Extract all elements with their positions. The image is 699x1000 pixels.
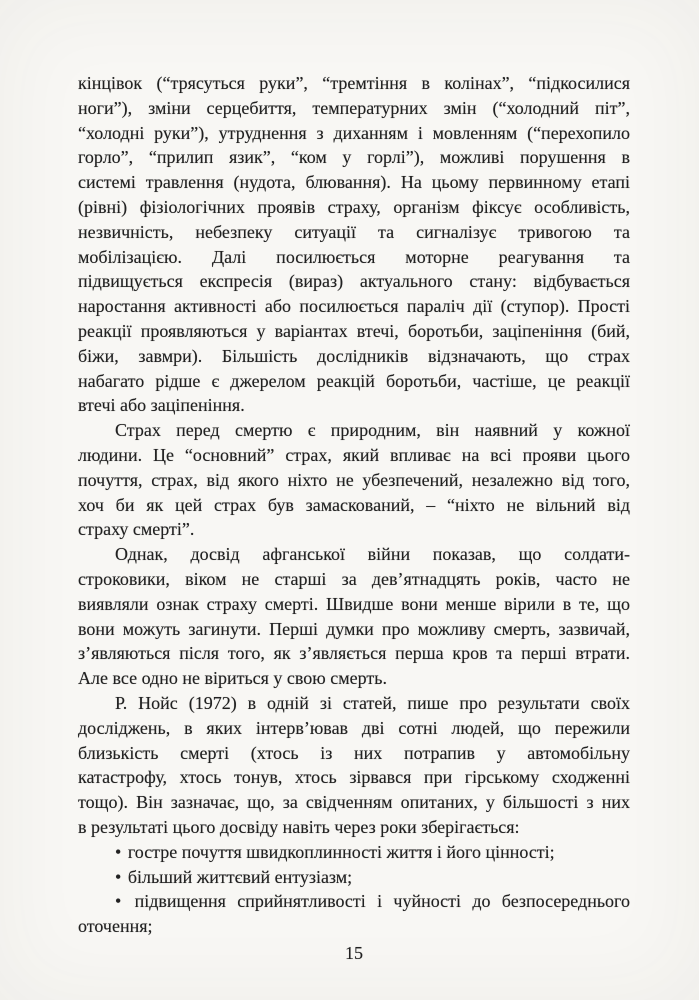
- bullet-item: [78, 889, 630, 939]
- text-line: досліджень, в яких інтерв’ював дві сотні людей, що пережили: [78, 717, 630, 738]
- text-line: біжи, завмри). Більшість дослідників відзначають, що страх: [78, 345, 630, 366]
- page-number: 15: [345, 943, 363, 963]
- text-line: • гостре почуття швидкоплинності життя і його цінності;: [115, 841, 555, 862]
- text-line: почуття, страх, від якого ніхто не убезпечений, незалежно від того,: [78, 469, 630, 490]
- text-line: підвищується експресія (вираз) актуального стану: відбувається: [78, 271, 630, 292]
- text-line: системі травлення (нудота, блювання). На цьому первинному етапі: [78, 172, 630, 193]
- text-line: Р. Нойс (1972) в одній зі статей, пише про результати своїх: [115, 692, 630, 713]
- text-line: наростання активності або посилюється параліч дії (ступор). Прості: [78, 296, 630, 317]
- text-line: • підвищення сприйнятливості і чуйності до безпосереднього: [115, 891, 630, 912]
- text-line: незвичність, небезпеку ситуації та сигналізує тривогою та: [78, 221, 630, 242]
- bullet-item: [78, 865, 630, 890]
- bullet-icon: •: [115, 891, 122, 912]
- text-line: набагато рідше є джерелом реакцій боротьби, частіше, це реакції: [78, 370, 630, 391]
- bullet-icon: •: [115, 841, 122, 862]
- text-line: оточення;: [78, 916, 153, 937]
- text-line: втечі або заціпеніння.: [78, 395, 245, 416]
- text-line: катастрофу, хтось тонув, хтось зірвався при гірському сходженні: [78, 767, 630, 788]
- paragraph: [78, 418, 630, 542]
- text-line: Страх перед смертю є природним, він наявний у кожної: [115, 420, 630, 441]
- text-line: ноги”), зміни серцебиття, температурних змін (“холодний піт”,: [78, 97, 630, 118]
- text-line: тощо). Він зазначає, що, за свідченням опитаних, у більшості з них: [78, 792, 630, 813]
- text-column: [78, 71, 630, 939]
- paragraph: [78, 71, 630, 418]
- text-line: (рівні) фізіологічних проявів страху, організм фіксує особливість,: [78, 196, 630, 217]
- text-line: мобілізацією. Далі посилюється моторне реагування та: [78, 246, 630, 267]
- text-line: реакції проявляються у варіантах втечі, боротьби, заціпеніння (бий,: [78, 320, 630, 341]
- text-line: Однак, досвід афганської війни показав, що солдати-: [115, 544, 630, 565]
- paragraph: [78, 542, 630, 691]
- text-line: вони можуть загинути. Перші думки про можливу смерть, зазвичай,: [78, 618, 630, 639]
- text-line: • більший життєвий ентузіазм;: [115, 866, 353, 887]
- text-line: “холодні руки”), утруднення з диханням і мовленням (“перехопило: [78, 122, 630, 143]
- bullet-item: [78, 840, 630, 865]
- text-line: виявляли ознак страху смерті. Швидше вони менше вірили в те, що: [78, 593, 630, 614]
- text-line: Але все одно не віриться у свою смерть.: [78, 668, 387, 689]
- paragraph: [78, 691, 630, 840]
- text-line: близькість смерті (хтось із них потрапив у автомобільну: [78, 742, 630, 763]
- text-line: людини. Це “основний” страх, який впливає на всі прояви цього: [78, 444, 630, 465]
- text-line: страху смерті”.: [78, 519, 195, 540]
- text-line: кінцівок (“трясуться руки”, “тремтіння в колінах”, “підкосилися: [78, 73, 630, 93]
- text-line: з’являються після того, як з’являється перша кров та перші втрати.: [78, 643, 630, 664]
- text-line: хоч би як цей страх був замаскований, – “ніхто не вільний від: [78, 494, 630, 515]
- bullet-icon: •: [115, 866, 122, 887]
- text-line: строковики, віком не старші за дев’ятнадцять років, часто не: [78, 568, 630, 589]
- text-line: горло”, “прилип язик”, “ком у горлі”), можливі порушення в: [78, 147, 630, 168]
- text-line: в результаті цього досвіду навіть через роки зберігається:: [78, 816, 520, 837]
